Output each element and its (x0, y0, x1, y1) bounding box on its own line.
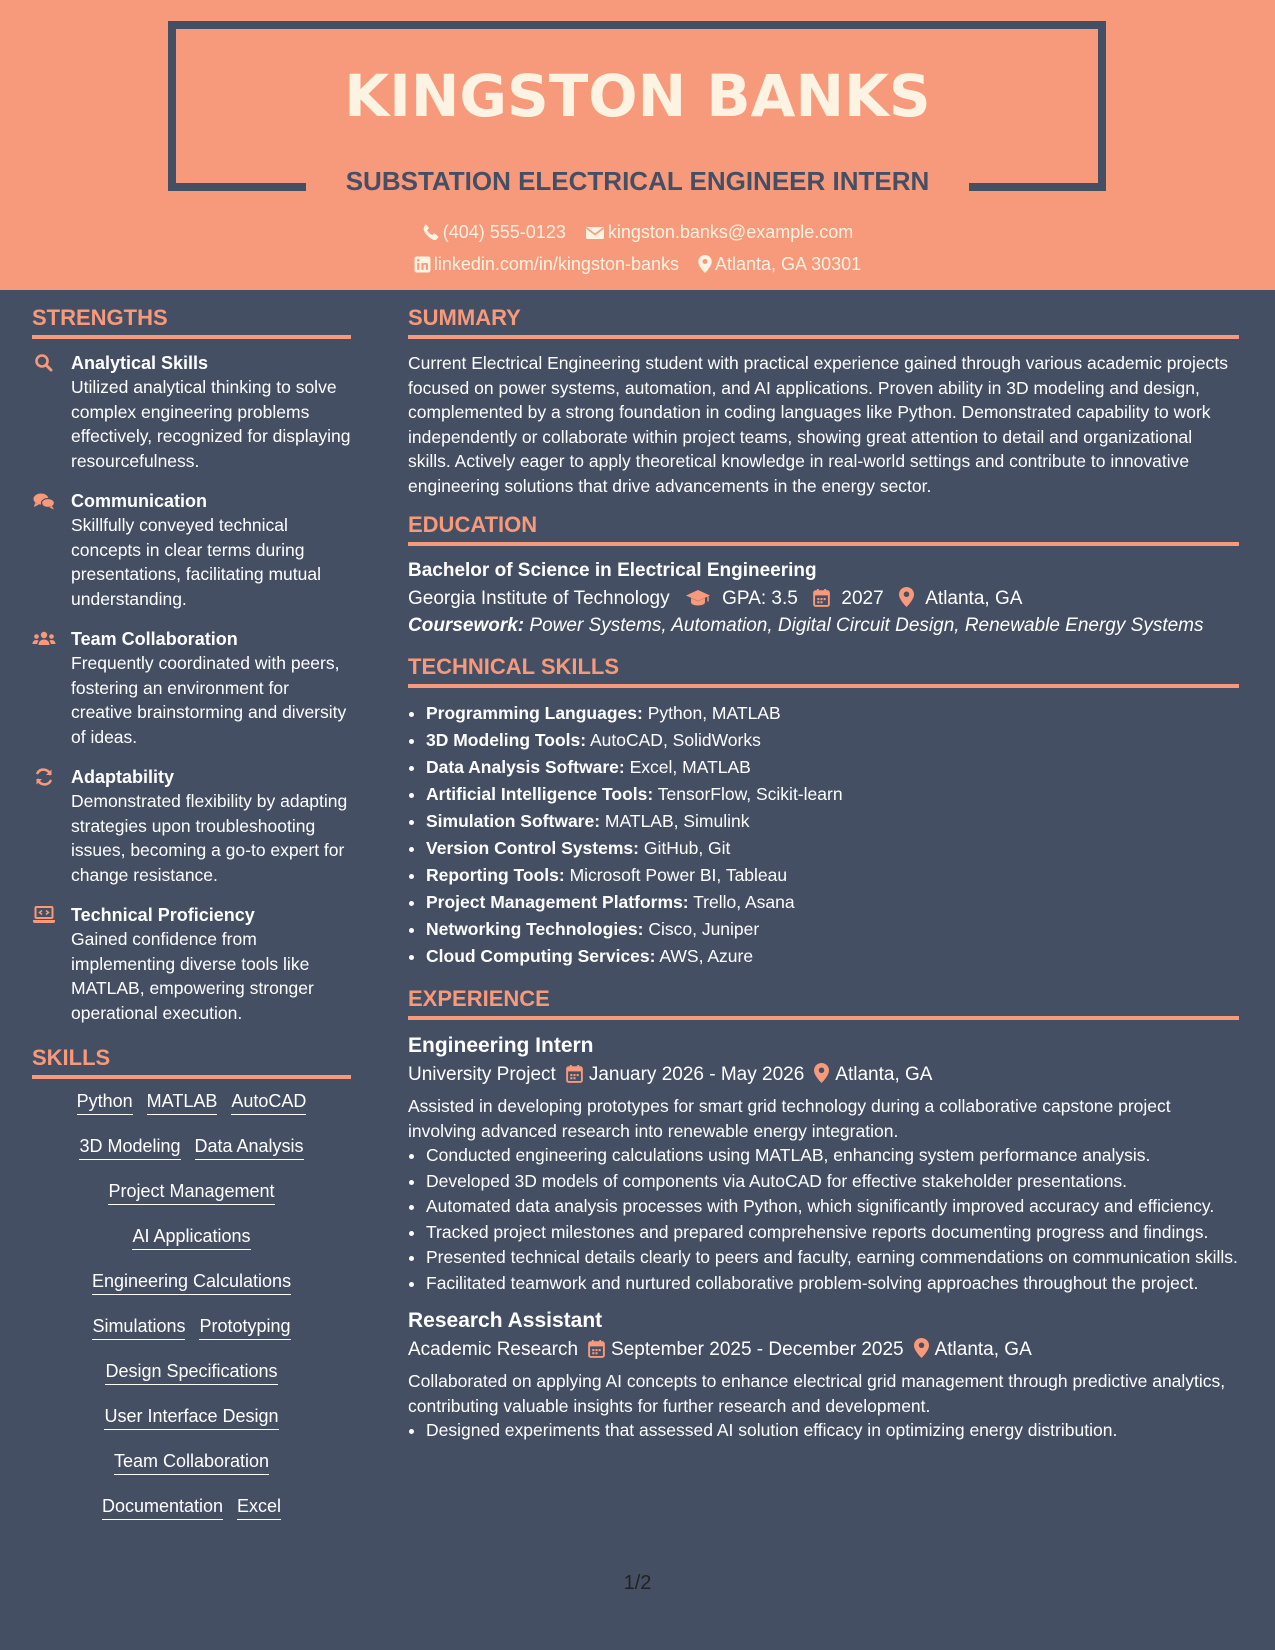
skill-tag: Simulations (92, 1316, 185, 1340)
technical-skill-value: MATLAB, Simulink (604, 811, 750, 832)
skill-row (32, 1226, 351, 1271)
strength-item (32, 903, 351, 1025)
strength-item (32, 627, 351, 749)
contact-location: Atlanta, GA 30301 (698, 254, 861, 275)
skill-tag: User Interface Design (104, 1406, 278, 1430)
experience-bullet: • Developed 3D models of components via AutoCAD for effective stakeholder presentations. (426, 1169, 1239, 1194)
skill-tag: MATLAB (147, 1091, 218, 1115)
technical-skill-label: 3D Modeling Tools: (426, 730, 587, 751)
experience-description: Assisted in developing prototypes for smart grid technology during a collaborative capstone project involving advanced research into renewable energy integration. (408, 1096, 1171, 1141)
strength-desc: Demonstrated flexibility by adapting strategies upon troubleshooting issues, becoming a go-to expert for change resistance. (71, 791, 348, 885)
strength-title: Technical Proficiency (71, 905, 255, 925)
experience-bullet: • Automated data analysis processes with Python, which significantly improved accuracy and efficiency. (426, 1194, 1239, 1219)
skills-heading: SKILLS (32, 1045, 351, 1079)
page-number: 1/2 (623, 1572, 652, 1594)
calendar-icon (588, 1339, 605, 1358)
experience-title: Engineering Intern (408, 1034, 594, 1058)
education-location: Atlanta, GA (925, 588, 1023, 609)
coursework-label: Coursework: (408, 615, 525, 637)
linkedin-icon (414, 256, 431, 273)
technical-skill-value: Trello, Asana (693, 892, 795, 913)
summary-heading: SUMMARY (408, 305, 1239, 339)
strengths-heading: STRENGTHS (32, 305, 351, 339)
technical-skill-value: Python, MATLAB (647, 703, 781, 724)
technical-skill-item (426, 781, 1239, 808)
technical-skill-item (426, 889, 1239, 916)
envelope-icon (585, 225, 605, 241)
technical-skills-list (408, 700, 1239, 970)
experience-list (408, 1032, 1239, 1443)
strength-item (32, 489, 351, 611)
experience-bullets (408, 1418, 1239, 1443)
experience-org: University Project (408, 1064, 556, 1086)
skill-tag: Project Management (108, 1181, 274, 1205)
experience-description: Collaborated on applying AI concepts to enhance electrical grid management through predictive analytics, contributing valuable insights for further research and development. (408, 1371, 1226, 1416)
skill-row (32, 1406, 351, 1451)
left-column (32, 305, 351, 1541)
map-marker-icon (899, 587, 914, 607)
strength-item (32, 351, 351, 473)
experience-entry (408, 1307, 1239, 1443)
strength-title: Analytical Skills (71, 353, 209, 373)
experience-meta (408, 1060, 1239, 1090)
experience-bullet: • Designed experiments that assessed AI solution efficacy in optimizing energy distribution. (426, 1418, 1239, 1443)
technical-skill-label: Version Control Systems: (426, 838, 639, 859)
skill-row (32, 1496, 351, 1541)
technical-skill-item (426, 862, 1239, 889)
job-title: SUBSTATION ELECTRICAL ENGINEER INTERN (345, 166, 930, 196)
calendar-icon (813, 588, 830, 607)
right-column (408, 305, 1239, 1455)
contact-linkedin[interactable]: linkedin.com/in/kingston-banks (414, 254, 679, 275)
skill-tag: Design Specifications (105, 1361, 277, 1385)
technical-skill-label: Simulation Software: (426, 811, 601, 832)
skill-tag: 3D Modeling (79, 1136, 180, 1160)
experience-bullet: • Tracked project milestones and prepared comprehensive reports documenting progress and findings. (426, 1220, 1239, 1245)
technical-skill-item (426, 943, 1239, 970)
technical-skill-label: Artificial Intelligence Tools: (426, 784, 654, 805)
contact-row-2 (0, 253, 1275, 275)
education-school: Georgia Institute of Technology (408, 588, 670, 609)
education-details (408, 584, 1239, 614)
strength-title: Team Collaboration (71, 629, 238, 649)
phone-icon (422, 223, 440, 241)
experience-bullets (408, 1143, 1239, 1295)
coursework-list: Power Systems, Automation, Digital Circuit Design, Renewable Energy Systems (529, 615, 1204, 637)
technical-skill-item (426, 916, 1239, 943)
map-marker-icon (814, 1063, 829, 1083)
skill-tag: Prototyping (199, 1316, 290, 1340)
map-marker-icon (914, 1338, 929, 1358)
technical-skill-item (426, 835, 1239, 862)
strength-desc: Utilized analytical thinking to solve complex engineering problems effectively, recognized for displaying resourcefulness. (71, 377, 351, 471)
skill-row (32, 1271, 351, 1316)
skill-tag: AI Applications (132, 1226, 250, 1250)
skills-list (32, 1091, 351, 1541)
skill-tag: Python (77, 1091, 133, 1115)
experience-bullet: • Conducted engineering calculations using MATLAB, enhancing system performance analysis. (426, 1143, 1239, 1168)
experience-dates: January 2026 - May 2026 (588, 1064, 805, 1086)
education-coursework (408, 614, 1239, 638)
search-icon (32, 353, 56, 373)
candidate-name: KINGSTON BANKS (344, 62, 931, 130)
sync-icon (32, 767, 56, 787)
strength-desc: Gained confidence from implementing diverse tools like MATLAB, empowering stronger operational execution. (71, 929, 314, 1023)
strength-title: Communication (71, 491, 208, 511)
technical-skill-value: Cisco, Juniper (648, 919, 760, 940)
experience-title: Research Assistant (408, 1309, 603, 1333)
education-year: 2027 (841, 588, 884, 609)
technical-skill-label: Reporting Tools: (426, 865, 565, 886)
education-gpa: GPA: 3.5 (722, 588, 798, 609)
experience-meta (408, 1335, 1239, 1365)
skill-tag: Team Collaboration (114, 1451, 269, 1475)
strength-item (32, 765, 351, 887)
technical-skill-item (426, 727, 1239, 754)
technical-skill-label: Project Management Platforms: (426, 892, 689, 913)
technical-skills-heading: TECHNICAL SKILLS (408, 654, 1239, 688)
laptop-code-icon (32, 905, 56, 925)
technical-skill-value: AutoCAD, SolidWorks (590, 730, 761, 751)
strength-title: Adaptability (71, 767, 175, 787)
experience-entry (408, 1032, 1239, 1295)
technical-skill-value: Microsoft Power BI, Tableau (569, 865, 788, 886)
skill-row (32, 1316, 351, 1361)
skill-tag: Engineering Calculations (92, 1271, 291, 1295)
comments-icon (32, 491, 56, 511)
technical-skill-label: Programming Languages: (426, 703, 643, 724)
skill-row (32, 1091, 351, 1136)
skill-tag: AutoCAD (231, 1091, 306, 1115)
skill-row (32, 1181, 351, 1226)
skill-row (32, 1451, 351, 1496)
calendar-icon (566, 1064, 583, 1083)
technical-skill-item (426, 700, 1239, 727)
technical-skill-label: Networking Technologies: (426, 919, 644, 940)
contact-phone[interactable]: (404) 555-0123 (422, 222, 566, 243)
education-degree: Bachelor of Science in Electrical Engineering (408, 560, 817, 581)
users-icon (32, 629, 56, 649)
map-marker-icon (698, 255, 712, 273)
graduation-cap-icon (685, 589, 711, 607)
technical-skill-value: GitHub, Git (643, 838, 731, 859)
experience-dates: September 2025 - December 2025 (611, 1339, 904, 1361)
contact-email[interactable]: kingston.banks@example.com (585, 222, 853, 243)
strength-desc: Skillfully conveyed technical concepts in clear terms during presentations, facilitating mutual understanding. (71, 515, 321, 609)
experience-location: Atlanta, GA (934, 1339, 1032, 1361)
education-heading: EDUCATION (408, 512, 1239, 546)
summary-text: Current Electrical Engineering student with practical experience gained through various academic projects focused on power systems, automation, and AI applications. Proven ability in 3D modeling and design, complemented by a strong foundation in coding languages like Python. Demonstrated capability to work independently or collaborate within project teams, showing great attention to detail and organizational skills. Actively eager to apply theoretical knowledge in real-world settings and contribute to innovative engineering solutions that drive advancements in the energy sector. (408, 353, 1229, 496)
technical-skill-value: AWS, Azure (659, 946, 754, 967)
technical-skill-label: Cloud Computing Services: (426, 946, 656, 967)
experience-org: Academic Research (408, 1339, 579, 1361)
technical-skill-item (426, 808, 1239, 835)
technical-skill-item (426, 754, 1239, 781)
skill-tag: Data Analysis (195, 1136, 304, 1160)
experience-location: Atlanta, GA (835, 1064, 933, 1086)
skill-row (32, 1361, 351, 1406)
experience-heading: EXPERIENCE (408, 986, 1239, 1020)
strength-desc: Frequently coordinated with peers, fostering an environment for creative brainstorming and diversity of ideas. (71, 653, 347, 747)
resume-header (0, 0, 1275, 290)
technical-skill-value: Excel, MATLAB (629, 757, 751, 778)
skill-tag: Excel (237, 1496, 281, 1520)
contact-row-1 (0, 221, 1275, 243)
experience-bullet: • Facilitated teamwork and nurtured collaborative problem-solving approaches throughout the project. (426, 1271, 1239, 1296)
experience-bullet: • Presented technical details clearly to peers and faculty, earning commendations on communication skills. (426, 1245, 1239, 1270)
skill-row (32, 1136, 351, 1181)
technical-skill-value: TensorFlow, Scikit-learn (657, 784, 843, 805)
technical-skill-label: Data Analysis Software: (426, 757, 625, 778)
skill-tag: Documentation (102, 1496, 223, 1520)
